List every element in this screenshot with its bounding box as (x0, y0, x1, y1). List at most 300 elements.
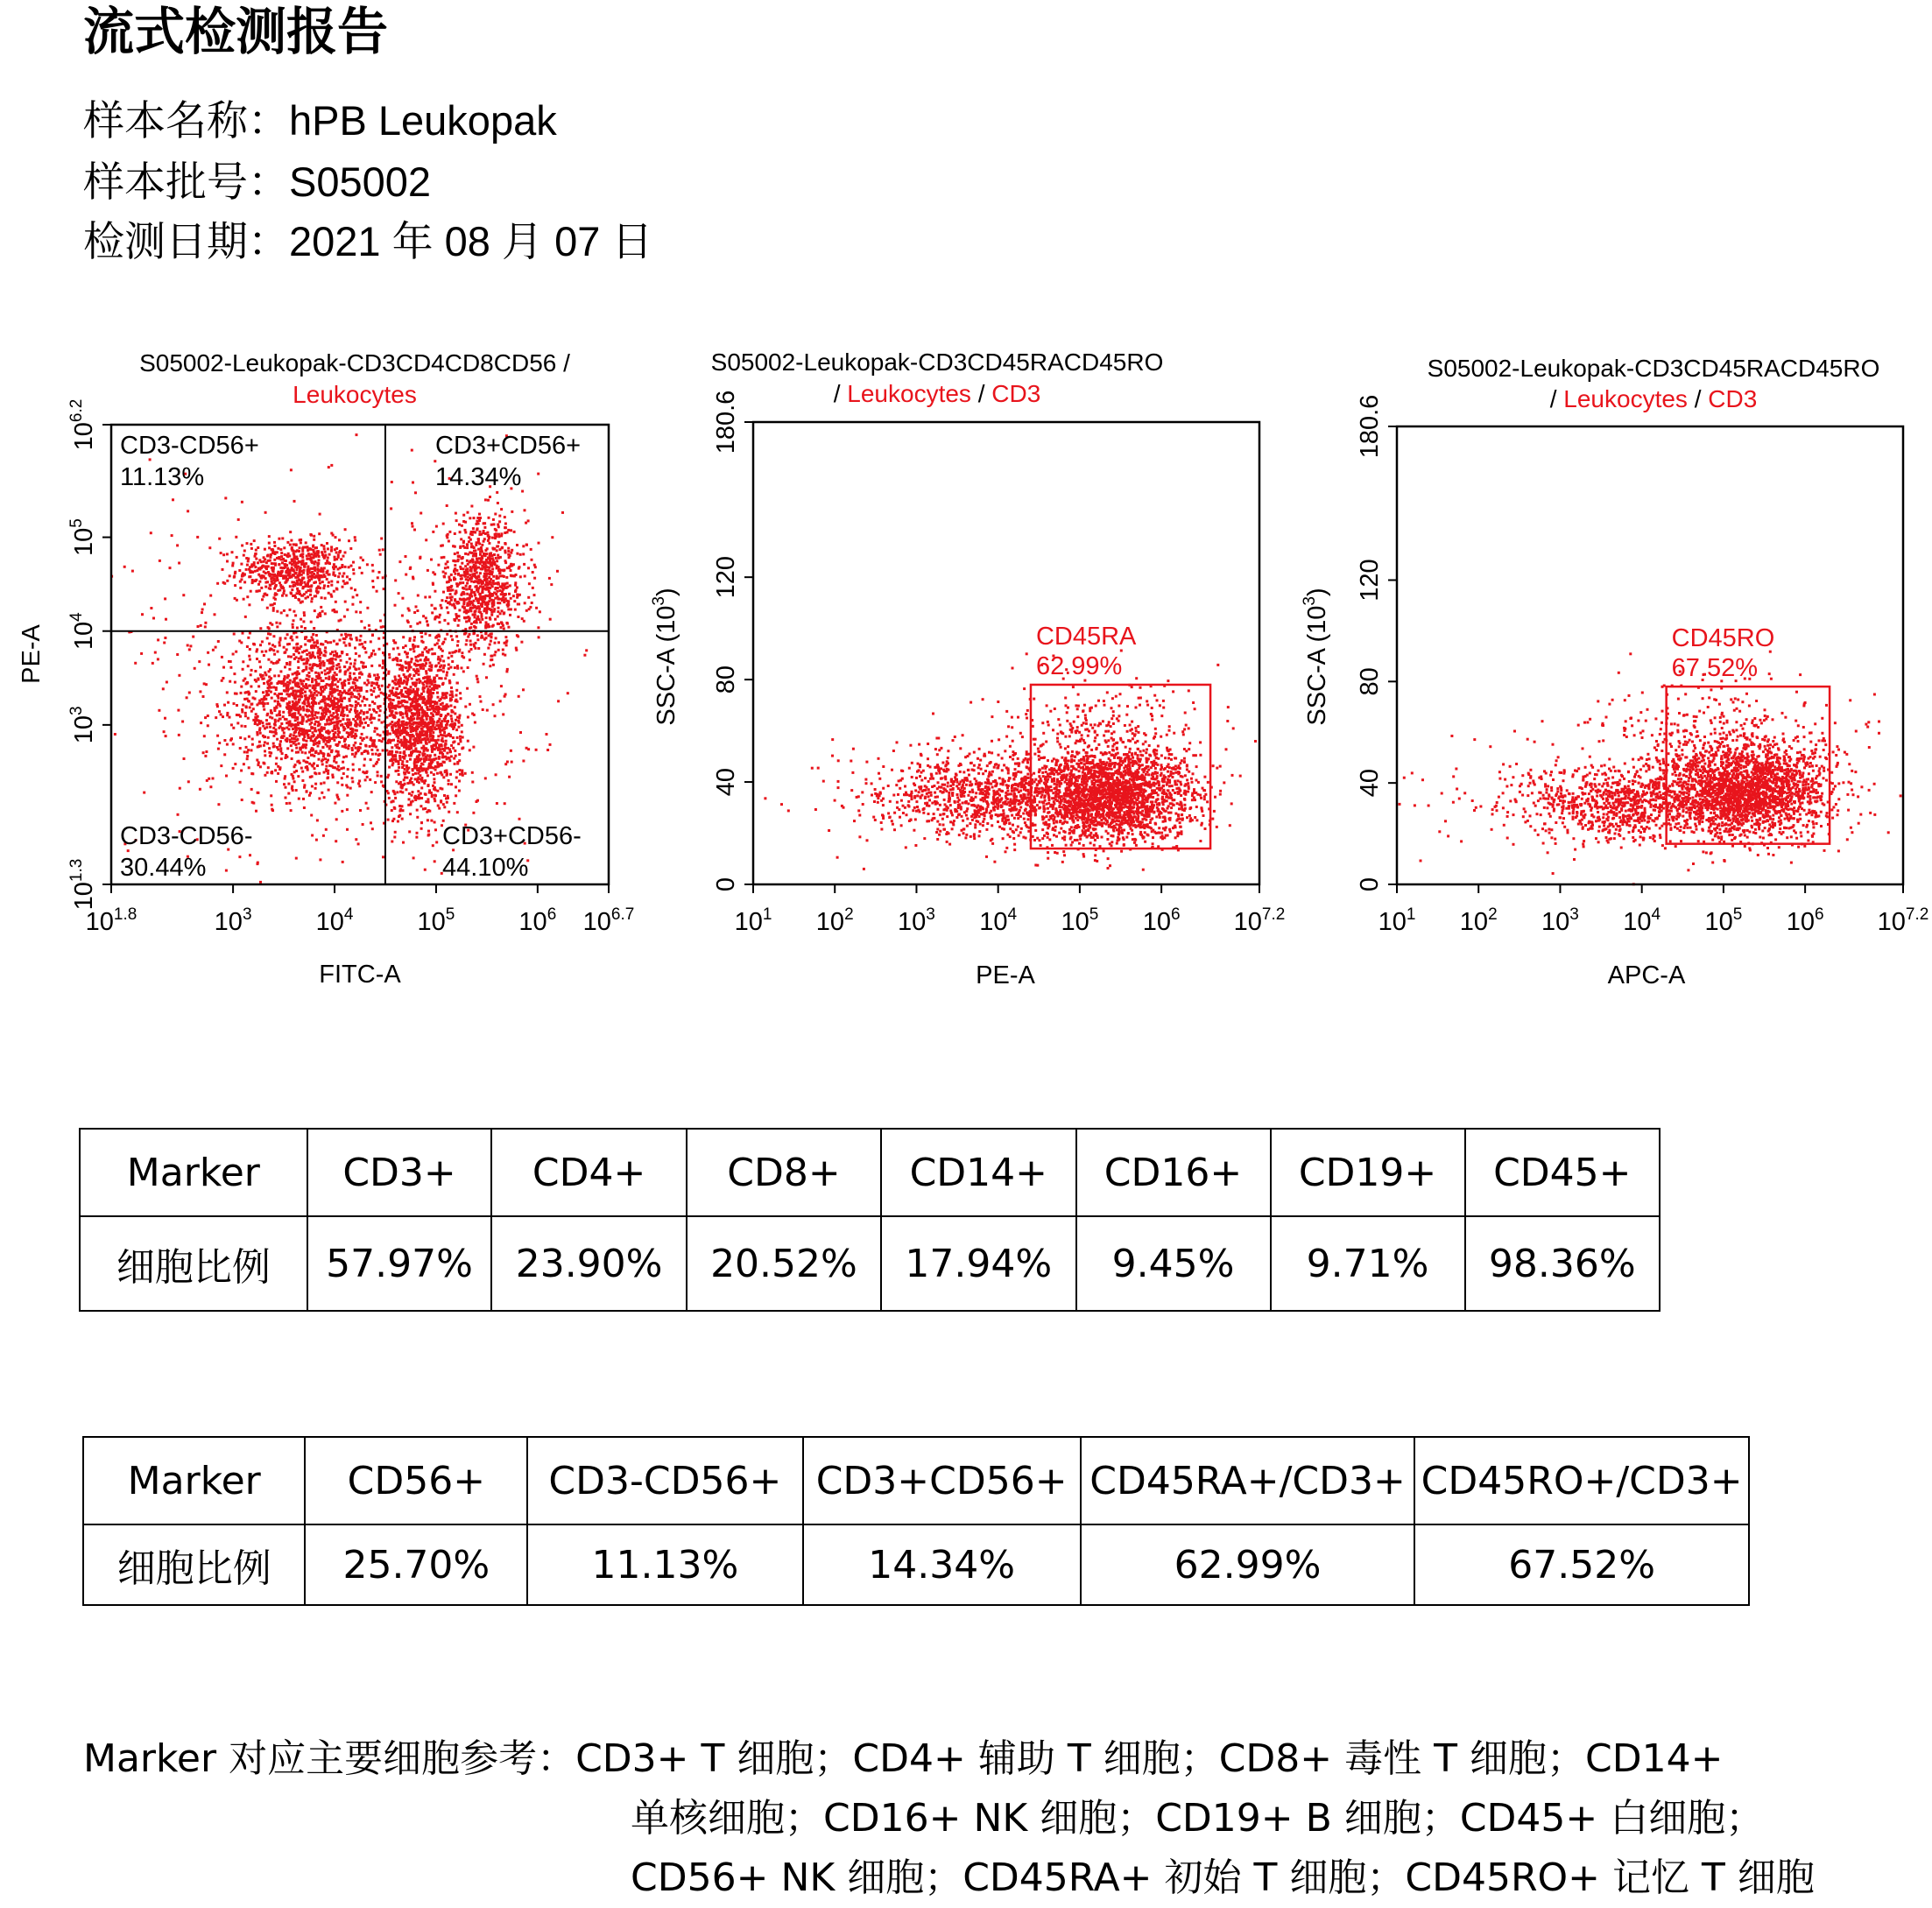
data-point (398, 653, 400, 656)
data-point (511, 549, 513, 552)
data-point (433, 773, 435, 776)
data-point (242, 660, 244, 663)
data-point (497, 545, 499, 547)
data-point (407, 695, 410, 698)
data-point (417, 742, 420, 744)
data-point (244, 715, 247, 717)
data-point (432, 737, 434, 740)
data-point (347, 722, 349, 724)
data-point (466, 544, 469, 546)
data-point (398, 815, 400, 818)
data-point (264, 586, 267, 588)
data-point (301, 771, 304, 773)
data-point (349, 672, 351, 674)
data-point (400, 744, 403, 747)
data-point (348, 690, 350, 693)
data-point (389, 709, 391, 712)
data-point (207, 651, 209, 654)
data-point (420, 732, 422, 735)
data-point (457, 624, 460, 627)
data-point (434, 644, 436, 646)
data-point (281, 595, 284, 597)
data-point (454, 706, 456, 708)
data-point (506, 761, 509, 764)
data-point (428, 679, 431, 682)
data-point (308, 689, 311, 692)
data-point (458, 619, 461, 622)
data-point (438, 677, 441, 679)
data-point (229, 660, 232, 663)
data-point (470, 552, 473, 554)
data-point (428, 741, 431, 743)
data-point (448, 734, 450, 736)
data-point (314, 787, 317, 790)
data-point (435, 636, 438, 638)
data-point (233, 633, 236, 636)
data-point (342, 772, 345, 775)
data-point (422, 752, 425, 755)
data-point (427, 569, 429, 572)
data-point (259, 881, 262, 884)
data-point (475, 597, 477, 600)
data-point (450, 755, 453, 757)
data-point (521, 617, 524, 620)
data-point (269, 574, 271, 577)
data-point (297, 660, 300, 663)
data-point (245, 746, 248, 749)
data-point (324, 612, 327, 615)
data-point (321, 679, 323, 682)
data-point (490, 565, 493, 567)
data-point (499, 612, 502, 615)
data-point (522, 545, 525, 547)
data-point (339, 679, 342, 681)
data-point (346, 794, 349, 797)
data-point (409, 813, 412, 815)
data-point (302, 620, 305, 623)
data-point (358, 567, 361, 569)
data-point (355, 722, 357, 724)
data-point (344, 552, 347, 554)
data-point (451, 721, 454, 723)
data-point (226, 560, 229, 563)
data-point (408, 674, 411, 677)
data-point (478, 513, 481, 516)
data-point (334, 722, 336, 724)
data-point (455, 794, 457, 797)
data-point (293, 680, 296, 683)
data-point (431, 707, 434, 709)
data-point (490, 524, 493, 526)
data-point (233, 672, 236, 675)
data-point (245, 568, 248, 571)
data-point (377, 576, 379, 579)
data-point (272, 735, 275, 737)
data-point (114, 733, 116, 736)
data-point (389, 708, 391, 710)
data-point (349, 723, 352, 726)
data-point (314, 569, 316, 572)
data-point (323, 782, 326, 785)
data-point (267, 658, 270, 661)
data-point (222, 677, 224, 679)
data-point (291, 741, 293, 743)
data-point (410, 747, 412, 750)
data-point (201, 609, 204, 611)
data-point (352, 718, 355, 721)
data-point (458, 722, 461, 724)
data-point (318, 579, 321, 581)
data-point (223, 739, 226, 742)
data-point (399, 758, 402, 761)
data-point (276, 714, 279, 716)
data-point (323, 771, 326, 774)
data-point (217, 748, 220, 750)
data-point (537, 473, 539, 475)
data-point (296, 702, 299, 705)
data-point (476, 517, 479, 519)
data-point (234, 584, 236, 587)
data-point (504, 543, 507, 546)
data-point (364, 778, 367, 781)
data-point (387, 819, 390, 821)
data-point (272, 607, 275, 609)
data-point (441, 650, 444, 652)
data-point (426, 757, 428, 759)
data-point (496, 590, 498, 593)
data-point (328, 553, 331, 556)
data-point (242, 572, 244, 574)
data-point (247, 558, 250, 560)
data-point (324, 551, 327, 553)
data-point (427, 708, 429, 711)
data-point (453, 673, 455, 676)
data-point (311, 785, 314, 788)
data-point (164, 597, 166, 600)
data-point (445, 743, 448, 745)
data-point (334, 802, 336, 805)
data-point (328, 684, 330, 686)
data-point (498, 535, 501, 538)
data-point (196, 536, 199, 539)
data-point (472, 603, 475, 606)
data-point (418, 754, 420, 757)
data-point (455, 613, 457, 616)
data-point (232, 743, 235, 745)
data-point (470, 570, 473, 573)
data-point (340, 659, 342, 662)
data-point (335, 536, 337, 539)
data-point (286, 568, 289, 571)
data-point (331, 677, 334, 679)
data-point (450, 783, 453, 785)
data-point (420, 805, 422, 807)
data-point (479, 695, 482, 698)
data-point (434, 789, 437, 792)
data-point (298, 573, 300, 575)
data-point (272, 609, 275, 612)
data-point (430, 759, 433, 762)
data-point (446, 772, 448, 775)
data-point (328, 789, 330, 792)
data-point (448, 779, 450, 782)
data-point (524, 602, 526, 604)
data-point (420, 821, 423, 824)
data-point (442, 556, 445, 559)
data-point (314, 767, 316, 770)
data-point (208, 664, 210, 666)
data-point (341, 777, 343, 779)
data-point (344, 528, 347, 531)
data-point (311, 597, 314, 600)
data-point (207, 724, 209, 727)
data-point (363, 682, 366, 685)
data-point (291, 563, 293, 566)
data-point (363, 641, 366, 644)
data-point (300, 695, 303, 698)
data-point (485, 611, 488, 614)
data-point (395, 693, 398, 696)
data-point (447, 589, 449, 592)
data-point (418, 781, 420, 784)
data-point (358, 779, 361, 782)
data-point (319, 666, 321, 669)
data-point (359, 689, 362, 692)
sample-name-label: 样本名称： (83, 97, 289, 145)
data-point (497, 649, 500, 651)
data-point (269, 588, 271, 590)
data-point (504, 642, 506, 644)
data-point (316, 665, 319, 667)
data-point (313, 581, 315, 584)
data-point (391, 746, 393, 749)
data-point (377, 733, 379, 736)
data-point (434, 769, 437, 771)
data-point (239, 736, 242, 739)
data-point (389, 750, 391, 753)
data-point (496, 491, 498, 494)
data-point (337, 705, 340, 708)
data-point (380, 775, 383, 778)
data-point (339, 669, 342, 672)
data-point (312, 740, 314, 743)
data-point (497, 533, 500, 536)
data-point (379, 709, 382, 712)
data-point (281, 680, 284, 683)
data-point (473, 517, 476, 519)
data-point (421, 651, 424, 654)
data-point (344, 644, 347, 647)
data-point (286, 541, 289, 544)
data-point (377, 637, 380, 640)
data-point (290, 744, 293, 747)
data-point (458, 790, 461, 792)
data-point (323, 664, 326, 666)
data-point (489, 553, 491, 555)
data-point (318, 532, 321, 535)
data-point (409, 758, 412, 761)
data-point (254, 580, 257, 582)
data-point (377, 719, 380, 722)
data-point (305, 541, 307, 544)
data-point (435, 747, 438, 750)
data-point (469, 517, 471, 519)
data-point (387, 774, 390, 777)
data-point (305, 668, 307, 671)
data-point (164, 717, 166, 720)
data-point (516, 544, 518, 546)
data-point (434, 460, 436, 462)
sample-batch-label: 样本批号： (83, 158, 289, 207)
data-point (286, 595, 288, 597)
data-point (497, 525, 500, 528)
data-point (329, 667, 332, 670)
data-point (340, 736, 342, 739)
data-point (314, 711, 317, 714)
data-point (255, 549, 257, 552)
data-point (304, 637, 307, 640)
sample-batch-value: S05002 (289, 158, 432, 205)
data-point (427, 658, 429, 661)
data-point (240, 563, 243, 566)
data-point (244, 616, 247, 618)
data-point (453, 603, 455, 606)
data-point (380, 538, 383, 540)
data-point (378, 715, 381, 717)
data-point (259, 627, 262, 630)
data-point (459, 546, 462, 548)
data-point (250, 703, 253, 706)
data-point (492, 602, 495, 604)
data-point (494, 513, 497, 516)
data-point (416, 832, 419, 834)
data-point (411, 712, 413, 715)
data-point (388, 656, 391, 658)
data-point (333, 688, 335, 691)
data-point (252, 719, 255, 722)
data-point (215, 646, 217, 649)
data-point (465, 598, 468, 601)
data-point (337, 727, 340, 729)
data-point (468, 600, 470, 602)
data-point (172, 498, 174, 501)
data-point (456, 736, 459, 739)
data-point (294, 716, 297, 719)
data-point (448, 531, 451, 533)
data-point (402, 784, 405, 786)
data-point (395, 770, 398, 772)
data-point (334, 672, 336, 674)
data-point (312, 545, 314, 547)
data-point (362, 559, 364, 561)
data-point (303, 569, 306, 572)
data-point (405, 713, 408, 715)
data-point (330, 546, 333, 548)
data-point (462, 602, 465, 605)
data-point (338, 573, 341, 575)
data-point (500, 569, 503, 572)
data-point (505, 670, 508, 672)
data-point (394, 604, 397, 607)
data-point (387, 724, 390, 727)
data-point (425, 793, 427, 796)
data-point (398, 712, 401, 715)
data-point (293, 647, 295, 650)
data-point (443, 619, 446, 622)
data-point (293, 543, 295, 546)
data-point (453, 757, 455, 760)
data-point (454, 553, 456, 555)
data-point (189, 644, 192, 647)
data-point (379, 734, 382, 736)
data-point (359, 719, 362, 722)
data-point (266, 702, 269, 705)
data-point (443, 734, 446, 736)
data-point (415, 732, 418, 735)
data-point (177, 813, 180, 816)
data-point (306, 653, 308, 656)
data-point (443, 718, 446, 721)
data-point (419, 621, 421, 623)
data-point (408, 710, 411, 713)
data-point (349, 658, 351, 660)
data-point (300, 553, 303, 556)
data-point (291, 567, 293, 569)
data-point (418, 722, 420, 725)
data-point (371, 580, 374, 582)
data-point (465, 588, 468, 591)
data-point (247, 637, 250, 639)
data-point (439, 621, 441, 623)
data-point (440, 787, 442, 790)
data-point (463, 606, 466, 609)
data-point (481, 555, 483, 558)
data-point (257, 678, 259, 680)
data-point (441, 773, 443, 776)
data-point (235, 651, 237, 653)
data-point (377, 695, 380, 698)
data-point (257, 792, 259, 794)
data-point (440, 722, 442, 724)
data-point (482, 708, 484, 711)
data-point (396, 731, 398, 734)
data-point (380, 692, 383, 694)
data-point (458, 555, 461, 558)
data-point (504, 552, 507, 554)
data-point (517, 616, 519, 618)
data-point (272, 567, 275, 570)
data-point (303, 581, 306, 584)
data-point (374, 781, 377, 784)
data-point (445, 724, 448, 727)
data-point (272, 596, 275, 599)
data-point (177, 709, 180, 712)
data-point (356, 433, 358, 436)
data-point (458, 717, 461, 720)
data-point (331, 722, 334, 724)
data-point (288, 554, 291, 557)
data-point (442, 523, 445, 525)
data-point (490, 578, 492, 581)
data-point (478, 519, 481, 522)
data-point (416, 767, 419, 770)
data-point (141, 613, 144, 616)
data-point (405, 691, 407, 693)
data-point (217, 640, 220, 643)
data-point (353, 744, 356, 747)
data-point (343, 665, 346, 668)
data-point (275, 763, 278, 765)
